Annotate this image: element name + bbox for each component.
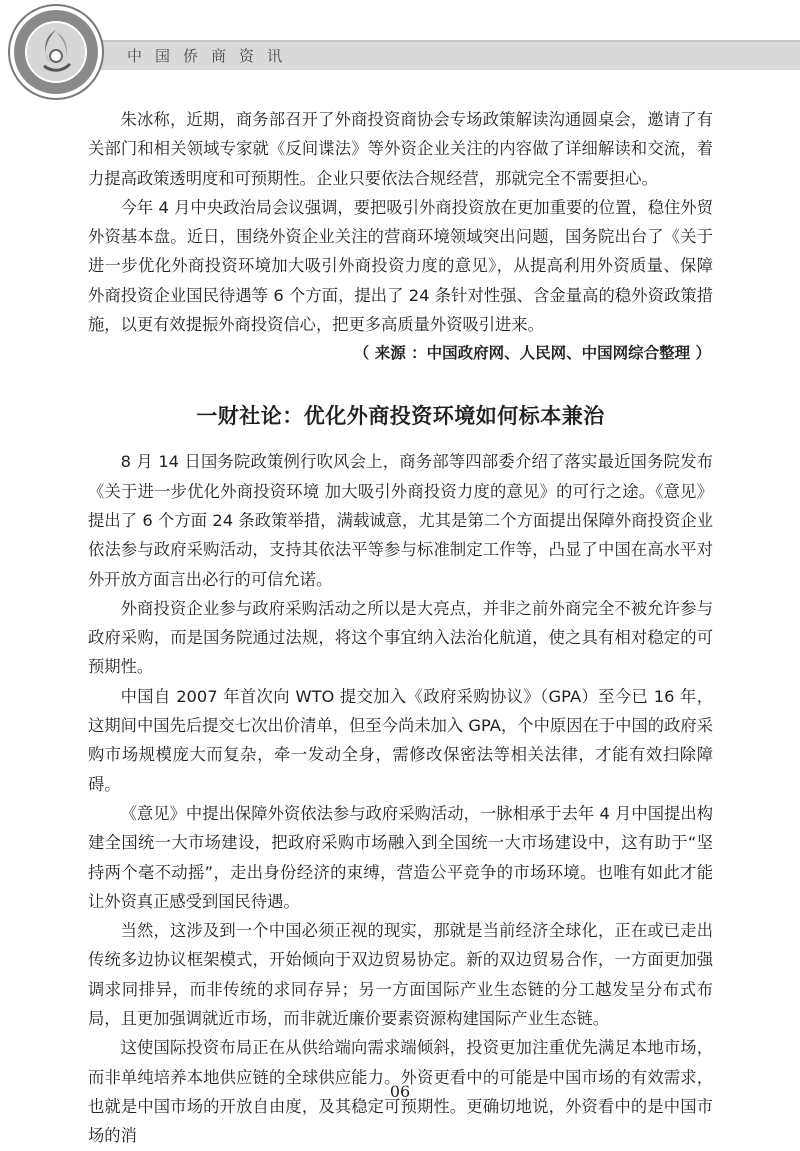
article-paragraph-1: 8 月 14 日国务院政策例行吹风会上，商务部等四部委介绍了落实最近国务院发布《关于进一步优化外商投资环境 加大吸引外商投资力度的意见》的可行之途。《意见》提出了 6 个方面 24 条政策举措，满载诚意，尤其是第二个方面提出保障外商投资企业依法参与政府采购活动，支持其依法平等参与标准制定工作等，凸显了中国在高水平对外开放方面言出必行的可信允诺。 [88, 452, 713, 589]
logo-icon [6, 2, 106, 102]
page-number: 06 [389, 1082, 411, 1101]
article-paragraph-5: 当然，这涉及到一个中国必须正视的现实，那就是当前经济全球化，正在或已走出传统多边协议框架模式，开始倾向于双边贸易协定。新的双边贸易合作，一方面更加强调求同排异，而非传统的求同存异；另一方面国际产业生态链的分工越发呈分布式布局，且更加强调就近市场，而非就近廉价要素资源构建国际产业生态链。 [88, 921, 713, 1029]
article-paragraph-6: 这使国际投资布局正在从供给端向需求端倾斜，投资更加注重优先满足本地市场，而非单纯培养本地供应链的全球供应能力。外资更看中的可能是中国市场的有效需求，也就是中国市场的开放自由度，及其稳定可预期性。更确切地说，外资看中的是中国市场的消 [88, 1038, 713, 1146]
header-title: 中国侨商资讯 [127, 47, 296, 65]
article-paragraph-4: 《意见》中提出保障外资依法参与政府采购活动，一脉相承于去年 4 月中国提出构建全国统一大市场建设，把政府采购市场融入到全国统一大市场建设中，这有助于“坚持两个毫不动摇”，走出身份经济的束缚，营造公平竞争的市场环境。也唯有如此才能让外资真正感受到国民待遇。 [88, 803, 713, 911]
article-title: 一财社论：优化外商投资环境如何标本兼治 [196, 404, 605, 429]
intro-paragraph-1: 朱冰称，近期，商务部召开了外商投资商协会专场政策解读沟通圆桌会，邀请了有关部门和相关领域专家就《反间谍法》等外资企业关注的内容做了详细解读和交流，着力提高政策透明度和可预期性。企业只要依法合规经营，那就完全不需要担心。 [88, 110, 713, 188]
article-paragraph-2: 外商投资企业参与政府采购活动之所以是大亮点，并非之前外商完全不被允许参与政府采购，而是国务院通过法规，将这个事宜纳入法治化航道，使之具有相对稳定的可预期性。 [88, 598, 713, 677]
intro-paragraph-2: 今年 4 月中央政治局会议强调，要把吸引外商投资放在更加重要的位置，稳住外贸外资基本盘。近日，围绕外资企业关注的营商环境领域突出问题，国务院出台了《关于进一步优化外商投资环境加大吸引外商投资力度的意见》，从提高利用外资质量、保障外商投资企业国民待遇等 6 个方面，提出了 24 条针对性强、含金量高的稳外资政策措施，以更有效提振外商投资信心，把更多高质量外资吸引进来。 [88, 197, 713, 335]
article-paragraph-3: 中国自 2007 年首次向 WTO 提交加入《政府采购协议》（GPA）至今已 16 年，这期间中国先后提交七次出价清单，但至今尚未加入 GPA，个中原因在于中国的政府采购市场规模庞大而复杂，牵一发动全身，需修改保密法等相关法律，才能有效扫除障碍。 [88, 686, 713, 794]
content-column [88, 105, 713, 1151]
source-line: （ 来源 ：中国政府网、人民网、中国网综合整理 ） [353, 344, 711, 363]
